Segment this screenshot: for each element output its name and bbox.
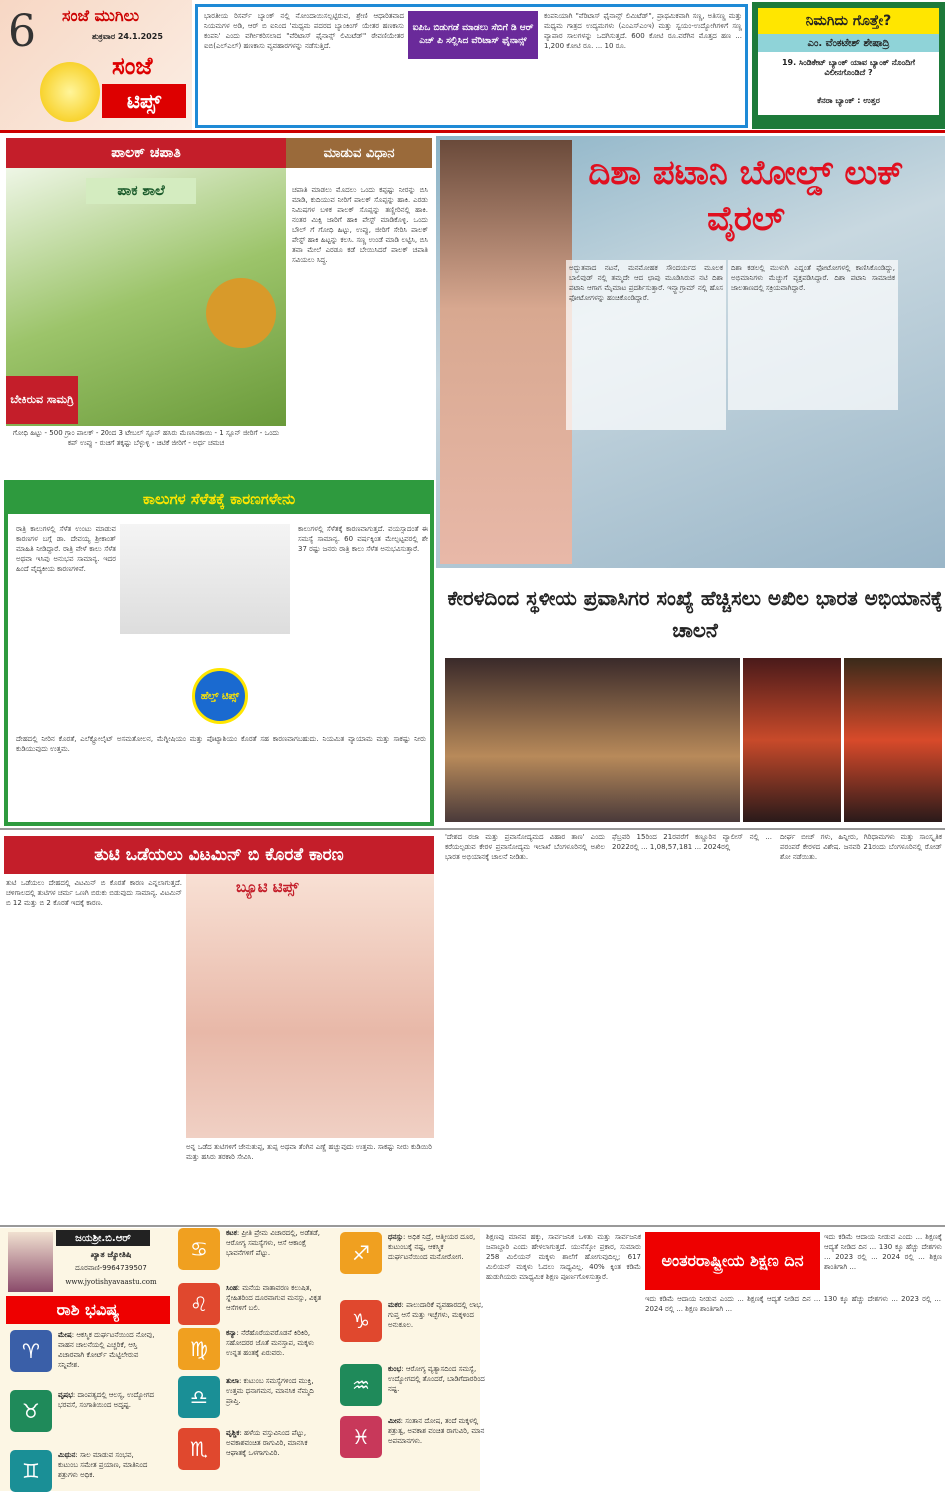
sign-prediction: ಪಾಲುದಾರಿಕೆ ವ್ಯವಹಾರದಲ್ಲಿ ಲಾಭ, ಗುಪ್ತ ಆಸೆ ಮತ್ತು ಇಚ್ಛೆಗಳು, ಮಕ್ಕಳಿಂದ ಅನುಕೂಲ. (388, 1301, 484, 1329)
sign-text: ವೃಷಭ: ದಾಂಪತ್ಯದಲ್ಲಿ ಆಲಸ್ಯ, ಉದ್ಯೋಗದ ಭರವಸೆ, ಸಂಗಾತಿಯಿಂದ ಅದೃಷ್ಟ. (58, 1391, 155, 1409)
zodiac-icon: ♎ (178, 1376, 220, 1418)
horoscope-sign-5 (178, 1328, 323, 1370)
health-section: ಕಾಲುಗಳ ಸೆಳೆತಕ್ಕೆ ಕಾರಣಗಳೇನು ರಾತ್ರಿ ಕಾಲುಗಳಲ್ಲಿ ಸೆಳೆತ ಉಂಟು ಮಾಡುವ ಕಾರಣಗಳ ಬಗ್ಗೆ ಡಾ. ದೇವಯ್ಯ ಶ್ರೀಕಾಂತ್ ಮಾಹಿತಿ ನೀಡಿದ್ದಾರೆ. ರಾತ್ರಿ ವೇಳೆ ಕಾಲು ಸೆಳೆತ ಅಥವಾ ಇಸಿವು ಅನುಭವ ಸಾಮಾನ್ಯ. ಇದರ ಹಿಂದೆ ವೈದ್ಯಕೀಯ ಕಾರಣಗಳಿವೆ. ಕಾಲುಗಳಲ್ಲಿ ಸೆಳೆತಕ್ಕೆ ಕಾರಣವಾಗುತ್ತದೆ. ವಯಸ್ಸಾದಂತೆ ಈ ಸಮಸ್ಯೆ ಸಾಮಾನ್ಯ. 60 ವರ್ಷಕ್ಕಿಂತ ಮೇಲ್ಪಟ್ಟವರಲ್ಲಿ ಶೇ 37 ರಷ್ಟು ಜನರು ರಾತ್ರಿ ಕಾಲು ಸೆಳೆತ ಅನುಭವಿಸುತ್ತಾರೆ. ಹೆಲ್ತ್ ಟಿಪ್ಸ್ ದೇಹದಲ್ಲಿ ನೀರಿನ ಕೊರತೆ, ಎಲೆಕ್ಟ್ರೋಲೈಟ್ ಅಸಮತೋಲನ, ಮೆಗ್ನೀಷಿಯಂ ಮತ್ತು ಪೊಟ್ಯಾಶಿಯಂ ಕೊರತೆ ಸಹ ಕಾರಣವಾಗಬಹುದು. ನಿಯಮಿತ ವ್ಯಾಯಾಮ ಮತ್ತು ಸಾಕಷ್ಟು ನೀರು ಕುಡಿಯುವುದು ಉತ್ತಮ. (4, 480, 434, 826)
sign-prediction: ಸಾಲ ಮಾಡುವ ಸಂಭವ, ಕುಟುಂಬ ಸಮೇತ ಪ್ರಯಾಣ, ಮಾತಿನಿಂದ ಶತ್ರುಗಳು ಅಧಿಕ. (58, 1451, 148, 1479)
kerala-photos (445, 658, 942, 822)
lips-headline: ತುಟಿ ಒಡೆಯಲು ವಿಟಮಿನ್ ಬಿ ಕೊರತೆ ಕಾರಣ (4, 836, 434, 874)
sign-prediction: ದಾಂಪತ್ಯದಲ್ಲಿ ಆಲಸ್ಯ, ಉದ್ಯೋಗದ ಭರವಸೆ, ಸಂಗಾತಿಯಿಂದ ಅದೃಷ್ಟ. (58, 1391, 155, 1409)
section-name-2: ಟಿಪ್ಸ್ (102, 84, 186, 118)
horoscope-sign-7 (178, 1428, 323, 1470)
horoscope-sign-2 (10, 1450, 155, 1492)
sign-name: ತುಲಾ (226, 1377, 239, 1385)
sign-prediction: ಅಧಿಕ ನಿದ್ರೆ, ಆತ್ಮೀಯರ ದೂರ, ಕುಟುಂಬಕ್ಕೆ ನಷ್ಟ, ಆಕಸ್ಮಿಕ ದುರ್ಘಟನೆಯಿಂದ ಮನೋರೋಗ. (388, 1233, 476, 1261)
chutney-image (206, 278, 276, 348)
zodiac-icon: ♍ (178, 1328, 220, 1370)
sign-name: ಧನಸ್ಸು (388, 1233, 404, 1241)
horoscope-title: ರಾಶಿ ಭವಿಷ್ಯ (6, 1296, 170, 1324)
kathakali-photo (743, 658, 841, 822)
ipo-article: ಭಾರತೀಯ ರಿಸರ್ವ್ ಬ್ಯಾಂಕ್ ನಲ್ಲಿ ನೋಂದಾಯಿಸಲ್ಪಟ್ಟಿರುವ, ಶ್ರೇಣಿ ಆಧಾರಿತವಾದ ನಿಯಮಗಳ ಅಡಿ, ಆರ್ ಬಿ ಐನಿಂದ 'ಮಧ್ಯಮ ಪದರದ ಬ್ಯಾಂಕಿಂಗ್ ಯೇತರ ಹಣಕಾಸು ಕಂಪನಿ' ಎಂದು ವರ್ಗೀಕರಿಸಲಾದ "ವೆರಿಟಾಸ್ ಫೈನಾನ್ಸ್ ಲಿಮಿಟೆಡ್" ಠೇವಣಿಯೇತರ ಐಬಿ(ಎಲ್ಎಲ್) ಹಣಕಾಸು ವ್ಯವಹಾರಗಳನ್ನು ನಡೆಸುತ್ತಿದೆ. ಐಪಿಒ ಬಿಡುಗಡೆ ಮಾಡಲು ಸೆಬಿಗೆ ಡಿ ಆರ್ ಎಚ್ ಪಿ ಸಲ್ಲಿಸಿದ ವೆರಿಟಾಸ್ ಫೈನಾನ್ಸ್ ಕಂಪನಿಯಾಗಿ "ವೆರಿಟಾಸ್ ಫೈನಾನ್ಸ್ ಲಿಮಿಟೆಡ್", ಪ್ರಾಥಮಿಕವಾಗಿ ಸಣ್ಣ, ಅತಿಸಣ್ಣ ಮತ್ತು ಮಧ್ಯಮ ಗಾತ್ರದ ಉದ್ಯಮಗಳು (ಎಂಎಸ್ಎಂಇ) ಮತ್ತು ಸ್ವಯಂ-ಉದ್ಯೋಗಿಗಳಿಗೆ ಸಣ್ಣ ವ್ಯಾಪಾರ ಸಾಲಗಳನ್ನು ಒದಗಿಸುತ್ತದೆ. 600 ಕೋಟಿ ರೂ.ವರೆಗಿನ ಮೊತ್ತದ ಹಣ ... 1,200 ಕೋಟಿ ರೂ. ... 10 ರೂ. (195, 4, 748, 128)
horoscope-sign-10 (340, 1364, 485, 1406)
quiz-box: ನಿಮಗಿದು ಗೊತ್ತೇ? ಎಂ. ವೆಂಕಟೇಶ್ ಶೇಷಾದ್ರಿ 19. ಸಿಂಡಿಕೇಟ್ ಬ್ಯಾಂಕ್ ಯಾವ ಬ್ಯಾಂಕ್ ನೊಂದಿಗೆ ವಿಲೀನಗೊಂಡಿದೆ ? ಕೆನರಾ ಬ್ಯಾಂಕ್ : ಉತ್ತರ (752, 2, 945, 129)
horoscope: ಜಯಶ್ರೀ.ಬಿ.ಆರ್ ಖ್ಯಾತ ಜ್ಯೋತಿಷಿ ದೂರವಾಣಿ-9964739507 www.jyotishyavaastu.com ರಾಶಿ ಭವಿಷ್ಯ ♈ ಮೇಷ: ಆಕಸ್ಮಿಕ ದುರ್ಘಟನೆಯಿಂದ ನೋವು, ವಾಹನ ಚಾಲನೆಯಲ್ಲಿ ಎಚ್ಚರಿಕೆ, ಆಸ್ತಿ ವಿಚಾರವಾಗಿ ಕೋರ್ಟ್ ಮೆಟ್ಟಿಲೇರುವ ಸನ್ನಿವೇಶ. ♉ ವೃಷಭ: ದಾಂಪತ್ಯದಲ್ಲಿ ಆಲಸ್ಯ, ಉದ್ಯೋಗದ ಭರವಸೆ, ಸಂಗಾತಿಯಿಂದ ಅದೃಷ್ಟ. ♊ ಮಿಥುನ: ಸಾಲ ಮಾಡುವ ಸಂಭವ, ಕುಟುಂಬ ಸಮೇತ ಪ್ರಯಾಣ, ಮಾತಿನಿಂದ ಶತ್ರುಗಳು ಅಧಿಕ. ♋ ಕಟಕ: ಪ್ರೀತಿ ಪ್ರೇಮ ವಿಚಾರದಲ್ಲಿ, ಅಡೆತಡೆ, ಆರೋಗ್ಯ ಸಮಸ್ಯೆಗಳು, ಆಸೆ ಆಕಾಂಕ್ಷೆ ಭಾವನೆಗಳಿಗೆ ಪೆಟ್ಟು. ♌ ಸಿಂಹ: ಮನೆಯ ವಾತಾವರಣ ಕಲುಷಿತ, ಸ್ನೇಹಿತರಿಂದ ದೂರವಾಗುವ ಮನಸ್ಸು, ವಿಕೃತ ಆಸೆಗಳಿಗೆ ಬಲಿ. ♍ ಕನ್ಯಾ: ನೆರೆಹೊರೆಯವರೊಡನೆ ಕಿರಿಕಿರಿ, ಸಹೋದರರ ಜೊತೆ ಮನಸ್ತಾಪ, ಮಕ್ಕಳು ಉನ್ನತ ಹಂತಕ್ಕೆ ಏರುವರು. ♎ ತುಲಾ: ಕುಟುಂಬ ಸಮಸ್ಯೆಗಳಿಂದ ಮುಕ್ತಿ, ಉತ್ತಮ ಧನಾಗಮನ, ಮಾನಸಿಕ ನೆಮ್ಮದಿ ಪ್ರಾಪ್ತಿ. ♏ ವೃಶ್ಚಿಕ: ಹಳೆಯ ವಸ್ತುವಿನಿಂದ ಪೆಟ್ಟು, ಅವಕಾಶವಂಚಿತ ರಾಗುವಿರಿ, ಮಾನಸಿಕ ಆಘಾತಕ್ಕೆ ಒಳಗಾಗುವಿರಿ. ♐ ಧನಸ್ಸು: ಅಧಿಕ ನಿದ್ರೆ, ಆತ್ಮೀಯರ ದೂರ, ಕುಟುಂಬಕ್ಕೆ ನಷ್ಟ, ಆಕಸ್ಮಿಕ ದುರ್ಘಟನೆಯಿಂದ ಮನೋರೋಗ. ♑ ಮಕರ: ಪಾಲುದಾರಿಕೆ ವ್ಯವಹಾರದಲ್ಲಿ ಲಾಭ, ಗುಪ್ತ ಆಸೆ ಮತ್ತು ಇಚ್ಛೆಗಳು, ಮಕ್ಕಳಿಂದ ಅನುಕೂಲ. ♒ ಕುಂಭ: ಆರೋಗ್ಯ ವ್ಯತ್ಯಾಸದಿಂದ ಸಮಸ್ಯೆ, ಉದ್ಯೋಗದಲ್ಲಿ ತೊಂದರೆ, ಬಾಡಿಗೆದಾರರಿಂದ ನಷ್ಟ. ♓ ಮೀನ: ಸಂತಾನ ದೋಷ, ತಂದೆ ಮಕ್ಕಳಲ್ಲಿ ಶತ್ರುತ್ವ, ಅವಕಾಶ ವಂಚಿತ ರಾಗುವಿರಿ, ಮಾನ ಅಪಮಾನಗಳು. (0, 1228, 480, 1491)
horoscope-sign-11 (340, 1416, 485, 1458)
theyyam-photo (844, 658, 942, 822)
sign-name: ಕುಂಭ (388, 1365, 402, 1373)
zodiac-icon: ♊ (10, 1450, 52, 1492)
education-headline: ಅಂತರರಾಷ್ಟ್ರೀಯ ಶಿಕ್ಷಣ ದಿನ (645, 1232, 820, 1290)
divider (0, 130, 945, 133)
sign-prediction: ಸಂತಾನ ದೋಷ, ತಂದೆ ಮಕ್ಕಳಲ್ಲಿ ಶತ್ರುತ್ವ, ಅವಕಾಶ ವಂಚಿತ ರಾಗುವಿರಿ, ಮಾನ ಅಪಮಾನಗಳು. (388, 1417, 485, 1445)
sign-text: ಮಕರ: ಪಾಲುದಾರಿಕೆ ವ್ಯವಹಾರದಲ್ಲಿ ಲಾಭ, ಗುಪ್ತ ಆಸೆ ಮತ್ತು ಇಚ್ಛೆಗಳು, ಮಕ್ಕಳಿಂದ ಅನುಕೂಲ. (388, 1301, 484, 1329)
sign-prediction: ಆರೋಗ್ಯ ವ್ಯತ್ಯಾಸದಿಂದ ಸಮಸ್ಯೆ, ಉದ್ಯೋಗದಲ್ಲಿ ತೊಂದರೆ, ಬಾಡಿಗೆದಾರರಿಂದ ನಷ್ಟ. (388, 1365, 485, 1393)
sign-name: ಮಕರ (388, 1301, 402, 1309)
horoscope-sign-6 (178, 1376, 323, 1418)
section-name: ಸಂಜೆ (112, 52, 153, 80)
method-title: ಮಾಡುವ ವಿಧಾನ (286, 138, 432, 168)
sign-text: ಮೇಷ: ಆಕಸ್ಮಿಕ ದುರ್ಘಟನೆಯಿಂದ ನೋವು, ವಾಹನ ಚಾಲನೆಯಲ್ಲಿ ಎಚ್ಚರಿಕೆ, ಆಸ್ತಿ ವಿಚಾರವಾಗಿ ಕೋರ್ಟ್ ಮೆಟ್ಟಿಲೇರುವ ಸನ್ನಿವೇಶ. (58, 1331, 155, 1369)
sign-name: ಕನ್ಯಾ (226, 1329, 237, 1337)
sign-text: ಸಿಂಹ: ಮನೆಯ ವಾತಾವರಣ ಕಲುಷಿತ, ಸ್ನೇಹಿತರಿಂದ ದೂರವಾಗುವ ಮನಸ್ಸು, ವಿಕೃತ ಆಸೆಗಳಿಗೆ ಬಲಿ. (226, 1284, 322, 1312)
disha-headline: ದಿಶಾ ಪಟಾನಿ ಬೋಲ್ಡ್ ಲುಕ್ ವೈರಲ್ (588, 153, 904, 239)
sign-name: ವೃಶ್ಚಿಕ (226, 1429, 240, 1437)
recipe-image: ಪಾಕ ಶಾಲೆ ಬೇಕಿರುವ ಸಾಮಗ್ರಿ (6, 168, 286, 426)
zodiac-icon: ♈ (10, 1330, 52, 1372)
sign-text: ಕುಂಭ: ಆರೋಗ್ಯ ವ್ಯತ್ಯಾಸದಿಂದ ಸಮಸ್ಯೆ, ಉದ್ಯೋಗದಲ್ಲಿ ತೊಂದರೆ, ಬಾಡಿಗೆದಾರರಿಂದ ನಷ್ಟ. (388, 1365, 485, 1393)
sign-name: ಮೇಷ (58, 1331, 72, 1339)
paper-name: ಸಂಜೆ ಮುಗಿಲು (62, 6, 140, 25)
sign-text: ವೃಶ್ಚಿಕ: ಹಳೆಯ ವಸ್ತುವಿನಿಂದ ಪೆಟ್ಟು, ಅವಕಾಶವಂಚಿತ ರಾಗುವಿರಿ, ಮಾನಸಿಕ ಆಘಾತಕ್ಕೆ ಒಳಗಾಗುವಿರಿ. (226, 1429, 308, 1457)
ipo-headline: ಐಪಿಒ ಬಿಡುಗಡೆ ಮಾಡಲು ಸೆಬಿಗೆ ಡಿ ಆರ್ ಎಚ್ ಪಿ ಸಲ್ಲಿಸಿದ ವೆರಿಟಾಸ್ ಫೈನಾನ್ಸ್ (408, 11, 538, 59)
recipe-method: ಚಪಾತಿ ಮಾಡಲು ಮೊದಲು ಒಂದು ಕಪ್ಪಷ್ಟು ನೀರನ್ನು ಬಿಸಿ ಮಾಡಿ, ಕುದಿಯುವ ನೀರಿಗೆ ಪಾಲಕ್ ಸೊಪ್ಪನ್ನು ಹಾಕಿ. ಎರಡು ನಿಮಿಷಗಳ ಬಳಿಕ ಪಾಲಕ್ ಸೊಪ್ಪನ್ನು ತಣ್ಣೀರಿನಲ್ಲಿ ಹಾಕಿ. ನಂತರ ಮಿಕ್ಸಿ ಜಾರಿಗೆ ಹಾಕಿ ಪೇಸ್ಟ್ ಮಾಡಿಕೊಳ್ಳಿ. ಒಂದು ಬೌಲ್ ಗೆ ಗೋಧಿ ಹಿಟ್ಟು, ಉಪ್ಪು, ಜೀರಿಗೆ ಸೇರಿಸಿ ಪಾಲಕ್ ಪೇಸ್ಟ್ ಹಾಕಿ ಹಿಟ್ಟನ್ನು ಕಲಸಿ. ಸಣ್ಣ ಉಂಡೆ ಮಾಡಿ ಲಟ್ಟಿಸಿ, ಬಿಸಿ ತವಾ ಮೇಲೆ ಎರಡೂ ಕಡೆ ಬೇಯಿಸಿದರೆ ಪಾಲಕ್ ಚಪಾತಿ ಸವಿಯಲು ಸಿದ್ಧ. (292, 186, 428, 264)
horoscope-sign-3 (178, 1228, 323, 1270)
sign-prediction: ಕುಟುಂಬ ಸಮಸ್ಯೆಗಳಿಂದ ಮುಕ್ತಿ, ಉತ್ತಮ ಧನಾಗಮನ, ಮಾನಸಿಕ ನೆಮ್ಮದಿ ಪ್ರಾಪ್ತಿ. (226, 1377, 314, 1405)
disha-photo (440, 140, 572, 564)
feet-image (120, 524, 290, 634)
horoscope-sign-4 (178, 1283, 323, 1325)
zodiac-icon: ♓ (340, 1416, 382, 1458)
horoscope-sign-0 (10, 1330, 155, 1372)
lips-image (186, 874, 434, 1138)
horoscope-sign-1 (10, 1390, 155, 1432)
sign-name: ಮೀನ (388, 1417, 401, 1425)
astrologer-photo (8, 1232, 53, 1292)
sign-name: ವೃಷಭ (58, 1391, 73, 1399)
kerala-headline: ಕೇರಳದಿಂದ ಸ್ಥಳೀಯ ಪ್ರವಾಸಿಗರ ಸಂಖ್ಯೆ ಹೆಚ್ಚಿಸಲು ಅಖಿಲ ಭಾರತ ಅಭಿಯಾನಕ್ಕೆ ಚಾಲನೆ (447, 586, 943, 642)
zodiac-icon: ♐ (340, 1232, 382, 1274)
beauty-tips-badge: ಬ್ಯೂಟಿ ಟಿಪ್ಸ್ (236, 878, 299, 896)
sign-prediction: ಆಕಸ್ಮಿಕ ದುರ್ಘಟನೆಯಿಂದ ನೋವು, ವಾಹನ ಚಾಲನೆಯಲ್ಲಿ ಎಚ್ಚರಿಕೆ, ಆಸ್ತಿ ವಿಚಾರವಾಗಿ ಕೋರ್ಟ್ ಮೆಟ್ಟಿಲೇರುವ ಸನ್ನಿವೇಶ. (58, 1331, 155, 1369)
sign-text: ಮೀನ: ಸಂತಾನ ದೋಷ, ತಂದೆ ಮಕ್ಕಳಲ್ಲಿ ಶತ್ರುತ್ವ, ಅವಕಾಶ ವಂಚಿತ ರಾಗುವಿರಿ, ಮಾನ ಅಪಮಾನಗಳು. (388, 1417, 485, 1445)
issue-date: ಶುಕ್ರವಾರ 24.1.2025 (92, 32, 163, 41)
zodiac-icon: ♉ (10, 1390, 52, 1432)
sign-text: ಕಟಕ: ಪ್ರೀತಿ ಪ್ರೇಮ ವಿಚಾರದಲ್ಲಿ, ಅಡೆತಡೆ, ಆರೋಗ್ಯ ಸಮಸ್ಯೆಗಳು, ಆಸೆ ಆಕಾಂಕ್ಷೆ ಭಾವನೆಗಳಿಗೆ ಪೆಟ್ಟು. (226, 1229, 320, 1257)
horoscope-sign-8 (340, 1232, 485, 1274)
event-photo (445, 658, 740, 822)
zodiac-icon: ♒ (340, 1364, 382, 1406)
sign-prediction: ಪ್ರೀತಿ ಪ್ರೇಮ ವಿಚಾರದಲ್ಲಿ, ಅಡೆತಡೆ, ಆರೋಗ್ಯ ಸಮಸ್ಯೆಗಳು, ಆಸೆ ಆಕಾಂಕ್ಷೆ ಭಾವನೆಗಳಿಗೆ ಪೆಟ್ಟು. (226, 1229, 320, 1257)
zodiac-icon: ♋ (178, 1228, 220, 1270)
page-number: 6 (8, 6, 36, 57)
ingredients: ಗೋಧಿ ಹಿಟ್ಟು - 500 ಗ್ರಾಂ ಪಾಲಕ್ - 20ಂದ 3 ಟೇಬಲ್ ಸ್ಪೂನ್ ಹಸಿರು ಮೆಣಸಿನಕಾಯಿ - 1 ಸ್ಪೂನ್ ಜೀರಿಗೆ - ಒಂದು ಕಪ್ ಉಪ್ಪು - ರುಚಿಗೆ ತಕ್ಕಷ್ಟು ಬೆಳ್ಳುಳ್ಳಿ - ಚಿಟಿಕೆ ಜೀರಿಗೆ - ಅರ್ಧ ಚಮಚ (12, 429, 280, 447)
masthead (0, 0, 192, 130)
horoscope-sign-9 (340, 1300, 485, 1342)
sign-name: ಕಟಕ (226, 1229, 237, 1237)
disha-article: ದಿಶಾ ಪಟಾನಿ ಬೋಲ್ಡ್ ಲುಕ್ ವೈರಲ್ ಅದ್ಭುತವಾದ ನಟನೆ, ಮನಮೋಹಕ ಸೌಂದರ್ಯದ ಮೂಲಕ ಬಾಲಿವುಡ್ ನಲ್ಲಿ ತಮ್ಮದೇ ಆದ ಛಾಪು ಮೂಡಿಸಿರುವ ನಟಿ ದಿಶಾ ಪಟಾನಿ ಆಗಾಗ ಮೈಮಾಟ ಪ್ರದರ್ಶಿಸುತ್ತಾರೆ. ಇನ್ಸ್ಟಾಗ್ರಾಮ್ ನಲ್ಲಿ ಹೊಸ ಫೋಟೋಗಳನ್ನು ಹಂಚಿಕೊಂಡಿದ್ದಾರೆ. ದಿಶಾ ಕಡಲಲ್ಲಿ ಮುಳುಗಿ ಎದ್ದಂತೆ ಫೋಟೋಗಳಲ್ಲಿ ಕಾಣಿಸಿಕೊಂಡಿದ್ದು, ಅಭಿಮಾನಿಗಳು ಮೆಚ್ಚುಗೆ ವ್ಯಕ್ತಪಡಿಸಿದ್ದಾರೆ. ದಿಶಾ ಪಟಾನಿ ಸಾಮಾಜಿಕ ಜಾಲತಾಣದಲ್ಲಿ ಸಕ್ರಿಯವಾಗಿದ್ದಾರೆ. (436, 136, 945, 568)
sign-name: ಮಿಥುನ (58, 1451, 76, 1459)
health-tips-badge: ಹೆಲ್ತ್ ಟಿಪ್ಸ್ (192, 668, 248, 724)
sign-name: ಸಿಂಹ (226, 1284, 238, 1292)
sign-text: ಮಿಥುನ: ಸಾಲ ಮಾಡುವ ಸಂಭವ, ಕುಟುಂಬ ಸಮೇತ ಪ್ರಯಾಣ, ಮಾತಿನಿಂದ ಶತ್ರುಗಳು ಅಧಿಕ. (58, 1451, 148, 1479)
zodiac-icon: ♌ (178, 1283, 220, 1325)
sign-text: ಕನ್ಯಾ: ನೆರೆಹೊರೆಯವರೊಡನೆ ಕಿರಿಕಿರಿ, ಸಹೋದರರ ಜೊತೆ ಮನಸ್ತಾಪ, ಮಕ್ಕಳು ಉನ್ನತ ಹಂತಕ್ಕೆ ಏರುವರು. (226, 1329, 314, 1357)
sign-text: ತುಲಾ: ಕುಟುಂಬ ಸಮಸ್ಯೆಗಳಿಂದ ಮುಕ್ತಿ, ಉತ್ತಮ ಧನಾಗಮನ, ಮಾನಸಿಕ ನೆಮ್ಮದಿ ಪ್ರಾಪ್ತಿ. (226, 1377, 314, 1405)
health-title: ಕಾಲುಗಳ ಸೆಳೆತಕ್ಕೆ ಕಾರಣಗಳೇನು (8, 484, 430, 514)
sign-text: ಧನಸ್ಸು: ಅಧಿಕ ನಿದ್ರೆ, ಆತ್ಮೀಯರ ದೂರ, ಕುಟುಂಬಕ್ಕೆ ನಷ್ಟ, ಆಕಸ್ಮಿಕ ದುರ್ಘಟನೆಯಿಂದ ಮನೋರೋಗ. (388, 1233, 476, 1261)
sign-prediction: ಹಳೆಯ ವಸ್ತುವಿನಿಂದ ಪೆಟ್ಟು, ಅವಕಾಶವಂಚಿತ ರಾಗುವಿರಿ, ಮಾನಸಿಕ ಆಘಾತಕ್ಕೆ ಒಳಗಾಗುವಿರಿ. (226, 1429, 308, 1457)
bulb-icon (40, 62, 100, 122)
sign-prediction: ಮನೆಯ ವಾತಾವರಣ ಕಲುಷಿತ, ಸ್ನೇಹಿತರಿಂದ ದೂರವಾಗುವ ಮನಸ್ಸು, ವಿಕೃತ ಆಸೆಗಳಿಗೆ ಬಲಿ. (226, 1284, 322, 1312)
recipe-title: ಪಾಲಕ್ ಚಪಾತಿ (6, 138, 286, 168)
zodiac-icon: ♑ (340, 1300, 382, 1342)
zodiac-icon: ♏ (178, 1428, 220, 1470)
sign-prediction: ನೆರೆಹೊರೆಯವರೊಡನೆ ಕಿರಿಕಿರಿ, ಸಹೋದರರ ಜೊತೆ ಮನಸ್ತಾಪ, ಮಕ್ಕಳು ಉನ್ನತ ಹಂತಕ್ಕೆ ಏರುವರು. (226, 1329, 314, 1357)
